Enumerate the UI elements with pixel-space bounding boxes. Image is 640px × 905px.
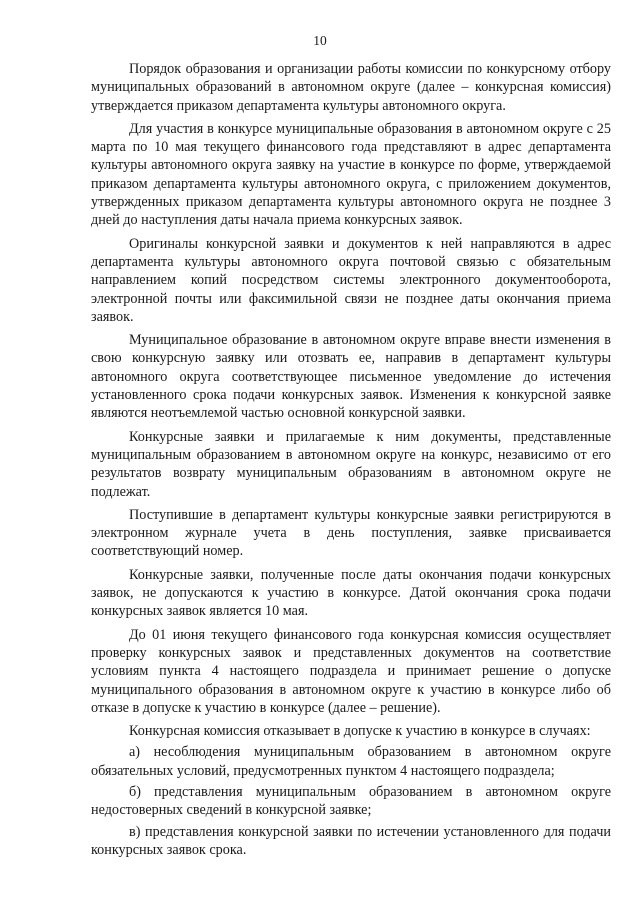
list-item-refusal-a: а) несоблюдения муниципальным образованием в автономном округе обязательных условий, предусмотренных пунктом 4 настоящего подраздела; [91,744,611,779]
paragraph-participation-application: Для участия в конкурсе муниципальные образования в автономном округе с 25 марта по 10 мая текущего финансового года представляют в адрес департамента культуры автономного округа заявку на участие в конкурсе по форме, утверждаемой приказом департамента культуры автономного округа, с приложением документов, утвержденных приказом департамента культуры автономного округа не позднее 3 дней до наступления даты начала приема конкурсных заявок. [91,120,611,229]
paragraph-application-changes: Муниципальное образование в автономном округе вправе внести изменения в свою конкурсную заявку или отозвать ее, направив в департамент культуры автономного округа соответствующее письменное уведомление до истечения установленного срока подачи конкурсных заявок. Изменения к конкурсной заявке являются неотъемлемой частью основной конкурсной заявки. [91,332,611,422]
paragraph-original-documents: Оригиналы конкурсной заявки и документов к ней направляются в адрес департамента культуры автономного округа почтовой связью с обязательным направлением копий посредством системы электронного документооборота, электронной почты или факсимильной связи не позднее даты окончания приема заявок. [91,235,611,325]
paragraph-late-applications: Конкурсные заявки, полученные после даты окончания подачи конкурсных заявок, не допускаются к участию в конкурсе. Датой окончания срока подачи конкурсных заявок является 10 мая. [91,566,611,620]
paragraph-no-return: Конкурсные заявки и прилагаемые к ним документы, представленные муниципальным образованием в автономном округе на конкурс, независимо от его результатов возврату муниципальным образованиям в автономном округе не подлежат. [91,428,611,500]
page-number: 10 [313,33,327,48]
paragraph-review-decision: До 01 июня текущего финансового года конкурсная комиссия осуществляет проверку конкурсных заявок и представленных документов на соответствие условиям пункта 4 настоящего подраздела и принимает решение о допуске муниципального образования в автономном округе к участию в конкурсе либо об отказе в допуске к участию в конкурсе (далее – решение). [91,626,611,716]
document-body [91,60,611,862]
list-item-refusal-c: в) представления конкурсной заявки по истечении установленного для подачи конкурсных заявок срока. [91,823,611,858]
paragraph-registration: Поступившие в департамент культуры конкурсные заявки регистрируются в электронном журнале учета в день поступления, заявке присваивается соответствующий номер. [91,506,611,560]
paragraph-refusal-cases: Конкурсная комиссия отказывает в допуске к участию в конкурсе в случаях: [129,723,591,740]
paragraph-commission-procedure: Порядок образования и организации работы комиссии по конкурсному отбору муниципальных образований в автономном округе (далее – конкурсная комиссия) утверждается приказом департамента культуры автономного округа. [91,61,611,114]
list-item-refusal-b: б) представления муниципальным образованием в автономном округе недостоверных сведений в конкурсной заявке; [91,783,611,819]
